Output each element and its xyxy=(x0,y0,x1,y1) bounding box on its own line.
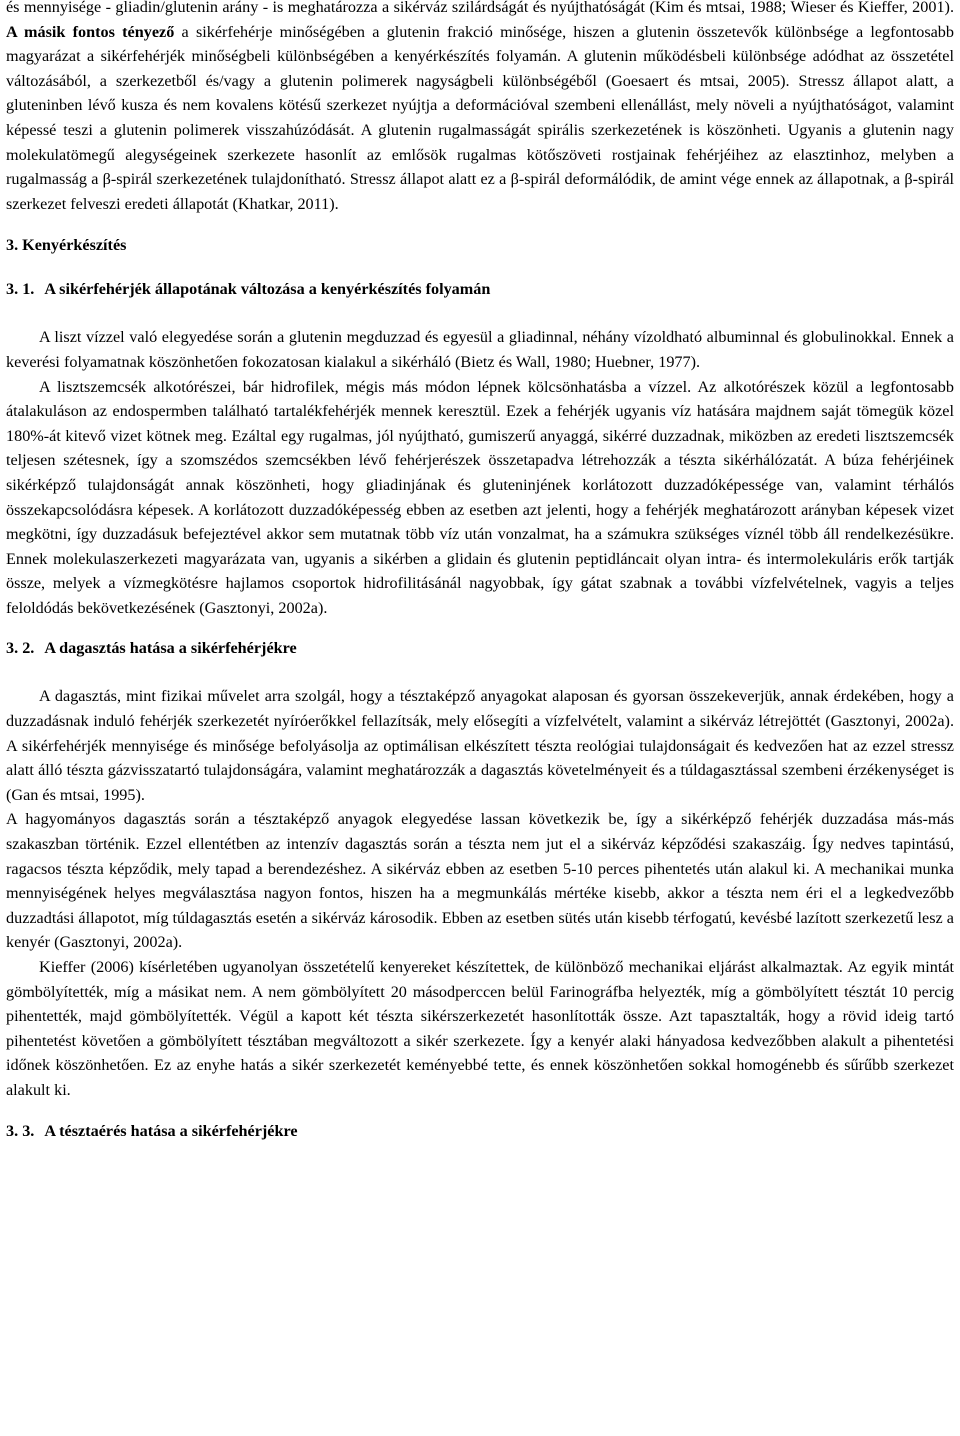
section-title: Kenyérkészítés xyxy=(22,236,127,255)
paragraph-dough-mixing: A liszt vízzel való elegyedése során a glutenin megduzzad és egyesül a gliadinnal, néhány vízoldható albuminnal és globulinokkal. Ennek a keverési folyamatnak köszönhetően fokozatosan kialakul a sikérháló (Bietz és Wall, 1980; Huebner, 1977). xyxy=(6,328,954,371)
paragraph-gluten-structure xyxy=(6,0,954,216)
subsection-title: A sikérfehérjék állapotának változása a kenyérkészítés folyamán xyxy=(44,280,491,299)
subsection-number: 3. 3. xyxy=(6,1121,35,1140)
subsection-title: A tésztaérés hatása a sikérfehérjékre xyxy=(44,1121,298,1140)
subsection-heading-3-2 xyxy=(6,636,954,660)
subsection-number: 3. 1. xyxy=(6,280,35,299)
section-heading-kenyerkeszites xyxy=(6,233,954,257)
subsection-number: 3. 2. xyxy=(6,639,35,658)
paragraph-flour-particles: A lisztszemcsék alkotórészei, bár hidrofilek, mégis más módon lépnek kölcsönhatásba a vízzel. Az alkotórészek közül a legfontosabb átalakuláson az endospermben található tartalékfehérjék mennek keresztül. Ezek a fehérjék ugyanis víz hatására majdnem saját tömegük közel 180%-át kitevő vizet kötnek meg. Ezáltal egy rugalmas, jól nyújtható, gumiszerű anyaggá, sikérré duzzadnak, miközben az eredeti lisztszemcsék teljesen szétesnek, így a szomszédos szemcsékben lévő fehérjerészek összetapadva létrehozzák a tészta sikérhálózatát. A búza fehérjéinek sikérképző tulajdonságát annak köszönheti, hogy gliadinjának és gluteninjének korlátozott duzzadóképessége van, valamint térhálós összekapcsolódásra képesek. A korlátozott duzzadóképesség ebben az esetben azt jelenti, hogy a fehérjék meghatározott arányban képesek vizet megkötni, így duzzadásuk befejeztével akkor sem mutatnak több víz után vonzalmat, ha a számukra szükséges víznél több áll rendelkezésükre. Ennek molekulaszerkezeti magyarázata van, ugyanis a sikérben a glidain és glutenin peptidláncait olyan intra- és intermolekuláris erők tartják össze, melyek a vízmegkötésre hajlamos csoportok hidrofilitásánál nagyobbak, így gátat szabnak a további vízfelvételnek, vagyis a teljes feloldódás bekövetkezésének (Gasztonyi, 2002a). xyxy=(6,377,954,617)
bold-phrase: A másik fontos tényező xyxy=(6,22,175,41)
subsection-heading-3-1 xyxy=(6,277,954,301)
subsection-title: A dagasztás hatása a sikérfehérjékre xyxy=(44,639,297,658)
paragraph-kieffer-experiment: Kieffer (2006) kísérletében ugyanolyan összetételű kenyereket készítettek, de különböző mechanikai eljárást alkalmaztak. Az egyik mintát gömbölyítették, míg a másikat nem. A nem gömbölyített 20 másodperccen belül Farinográfba helyezték, míg a gömbölyített tésztát 10 percig pihentették, majd gömbölyítették. Végül a kapott két tészta sikérszerkezetét hasonlították össze. Azt tapasztalták, hogy a rövid ideig tartó pihentetést követően a gömbölyített tésztában megváltozott a sikér szerkezete. Így a kenyér alaki hányadosa kedvezőbben alakult a pihentetési időnek köszönhetően. Ez az enyhe hatás a sikér szerkezetét keményebbé tette, és ennek köszönhetően sokkal homogénebb és sűrűbb szerkezet alakult ki. xyxy=(6,958,954,1099)
section-number: 3. xyxy=(6,236,19,255)
paragraph-text: és mennyisége - gliadin/glutenin arány - is meghatározza a sikérváz szilárdságát és nyújthatóságát (Kim és mtsai, 1988; Wieser és Kieffer, 2001). xyxy=(6,0,954,16)
paragraph-text: a sikérfehérje minőségében a glutenin frakció minősége, hiszen a glutenin összetevők különbsége a legfontosabb magyarázat a sikérfehérjék minőségbeli különbségében a kenyérkészítés folyamán. A glutenin működésbeli különbsége adódhat az összetétel változásából, a szerkezetből és/vagy a glutenin polimerek nagyságbeli különbségéből (Goesaert és mtsai, 2005). Stressz állapot alatt, a gluteninben lévő kusza és nem kovalens kötésű szerkezet nyújtja a deformációval szembeni ellenállást, mely növeli a nyújthatóságot, valamint képessé teszi a glutenin polimerek visszahúzódását. A glutenin rugalmasságát spirális szerkezetének is köszönheti. Ugyanis a glutenin nagy molekulatömegű alegységeinek szerkezete hasonlít az emlősök rugalmas kötőszöveti rostjainak fehérjéihez az elasztinhoz, melyben a rugalmasság a β-spirál szerkezetének tulajdonítható. Stressz állapot alatt ez a β-spirál deformálódik, de amint vége ennek az állapotnak, a β-spirál szerkezet felveszi eredeti állapotát (Khatkar, 2011). xyxy=(6,22,954,213)
paragraph-traditional-kneading: A hagyományos dagasztás során a tésztaképző anyagok elegyedése lassan következik be, így a sikérképző fehérjék duzzadása más-más szakaszban történik. Ezzel ellentétben az intenzív dagasztás során a tészta nem jut el a sikérváz képződési szakaszáig. Így nedves tapintású, ragacsos tészta képződik, mely tapad a berendezéshez. A sikérváz ebben az esetben 5-10 perces pihentetés után alakul ki. A mechanikai munka mennyiségének helyes megválasztása nagyon fontos, hiszen ha a megmunkálás mértéke kisebb, akkor a tészta nem éri el a legkedvezőbb duzzadtási állapotot, míg túldagasztás esetén a sikérváz károsodik. Ebben az esetben sütés után kisebb térfogatú, kevésbé lazított szerkezetű lesz a kenyér (Gasztonyi, 2002a). xyxy=(6,810,954,952)
paragraph-kneading: A dagasztás, mint fizikai művelet arra szolgál, hogy a tésztaképző anyagokat alaposan és gyorsan összekeverjük, annak érdekében, hogy a duzzadásnak induló fehérjék szerkezetét nyíróerőkkel fellazítsák, mely elősegíti a vízfelvételt, valamint a sikérváz létrejöttét (Gasztonyi, 2002a). A sikérfehérjék mennyisége és minősége befolyásolja az optimálisan elkészített tészta reológiai tulajdonságait és kedvezően hat az ezzel stressz alatt álló tészta gázvisszatartó tulajdonságára, valamint meghatározzák a dagasztás követelményeit és a túldagasztással szembeni érzékenységet is (Gan és mtsai, 1995). xyxy=(6,687,954,804)
subsection-heading-3-3 xyxy=(6,1119,954,1143)
